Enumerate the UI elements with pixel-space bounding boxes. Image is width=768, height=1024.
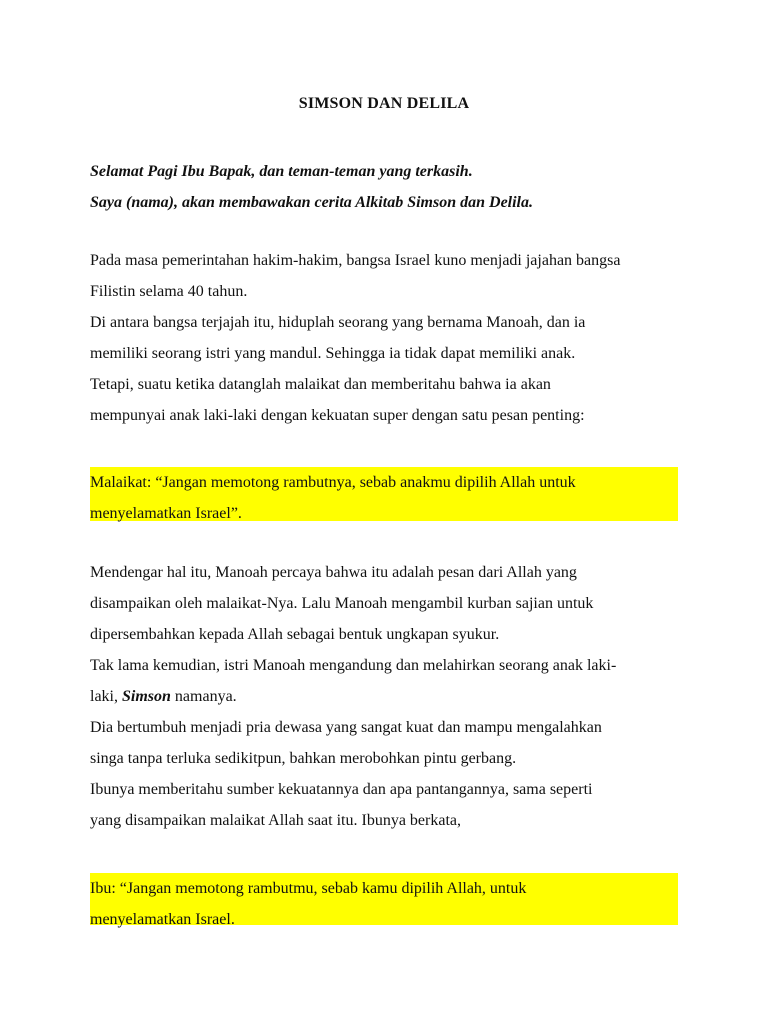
text-line: Ibu: “Jangan memotong rambutmu, sebab kamu dipilih Allah, untuk bbox=[90, 880, 527, 897]
emphasized-name: Simson bbox=[122, 688, 171, 705]
text-line: Dia bertumbuh menjadi pria dewasa yang sangat kuat dan mampu mengalahkan bbox=[90, 719, 602, 736]
highlighted-quote-angel bbox=[90, 467, 678, 521]
highlighted-quote-mother bbox=[90, 873, 678, 928]
text-line: memiliki seorang istri yang mandul. Sehingga ia tidak dapat memiliki anak. bbox=[90, 345, 576, 362]
text-line: yang disampaikan malaikat Allah saat itu. Ibunya berkata, bbox=[90, 812, 461, 829]
text-fragment: namanya. bbox=[170, 688, 237, 705]
text-line bbox=[90, 681, 678, 712]
greeting-block bbox=[90, 156, 678, 218]
text-line: Filistin selama 40 tahun. bbox=[90, 283, 248, 300]
text-line: singa tanpa terluka sedikitpun, bahkan merobohkan pintu gerbang. bbox=[90, 750, 517, 767]
text-line: Mendengar hal itu, Manoah percaya bahwa itu adalah pesan dari Allah yang bbox=[90, 564, 577, 581]
text-line: menyelamatkan Israel. bbox=[90, 911, 235, 928]
text-line: dipersembahkan kepada Allah sebagai bentuk ungkapan syukur. bbox=[90, 626, 500, 643]
greeting-line: Saya (nama), akan membawakan cerita Alkitab Simson dan Delila. bbox=[90, 194, 533, 211]
text-line: mempunyai anak laki-laki dengan kekuatan super dengan satu pesan penting: bbox=[90, 407, 585, 424]
text-line: menyelamatkan Israel”. bbox=[90, 505, 242, 522]
text-line: Di antara bangsa terjajah itu, hiduplah seorang yang bernama Manoah, dan ia bbox=[90, 314, 586, 331]
text-line: disampaikan oleh malaikat-Nya. Lalu Manoah mengambil kurban sajian untuk bbox=[90, 595, 594, 612]
text-line: Tak lama kemudian, istri Manoah mengandung dan melahirkan seorang anak laki- bbox=[90, 657, 617, 674]
text-line: Tetapi, suatu ketika datanglah malaikat dan memberitahu bahwa ia akan bbox=[90, 376, 551, 393]
text-fragment: laki, bbox=[90, 688, 122, 705]
document-title: SIMSON DAN DELILA bbox=[298, 95, 470, 112]
paragraph-intro bbox=[90, 245, 678, 431]
text-line: Malaikat: “Jangan memotong rambutnya, sebab anakmu dipilih Allah untuk bbox=[90, 474, 576, 491]
paragraph-story bbox=[90, 557, 678, 836]
greeting-line: Selamat Pagi Ibu Bapak, dan teman-teman yang terkasih. bbox=[90, 163, 473, 180]
text-line: Ibunya memberitahu sumber kekuatannya dan apa pantangannya, sama seperti bbox=[90, 781, 593, 798]
text-line: Pada masa pemerintahan hakim-hakim, bangsa Israel kuno menjadi jajahan bangsa bbox=[90, 252, 621, 269]
